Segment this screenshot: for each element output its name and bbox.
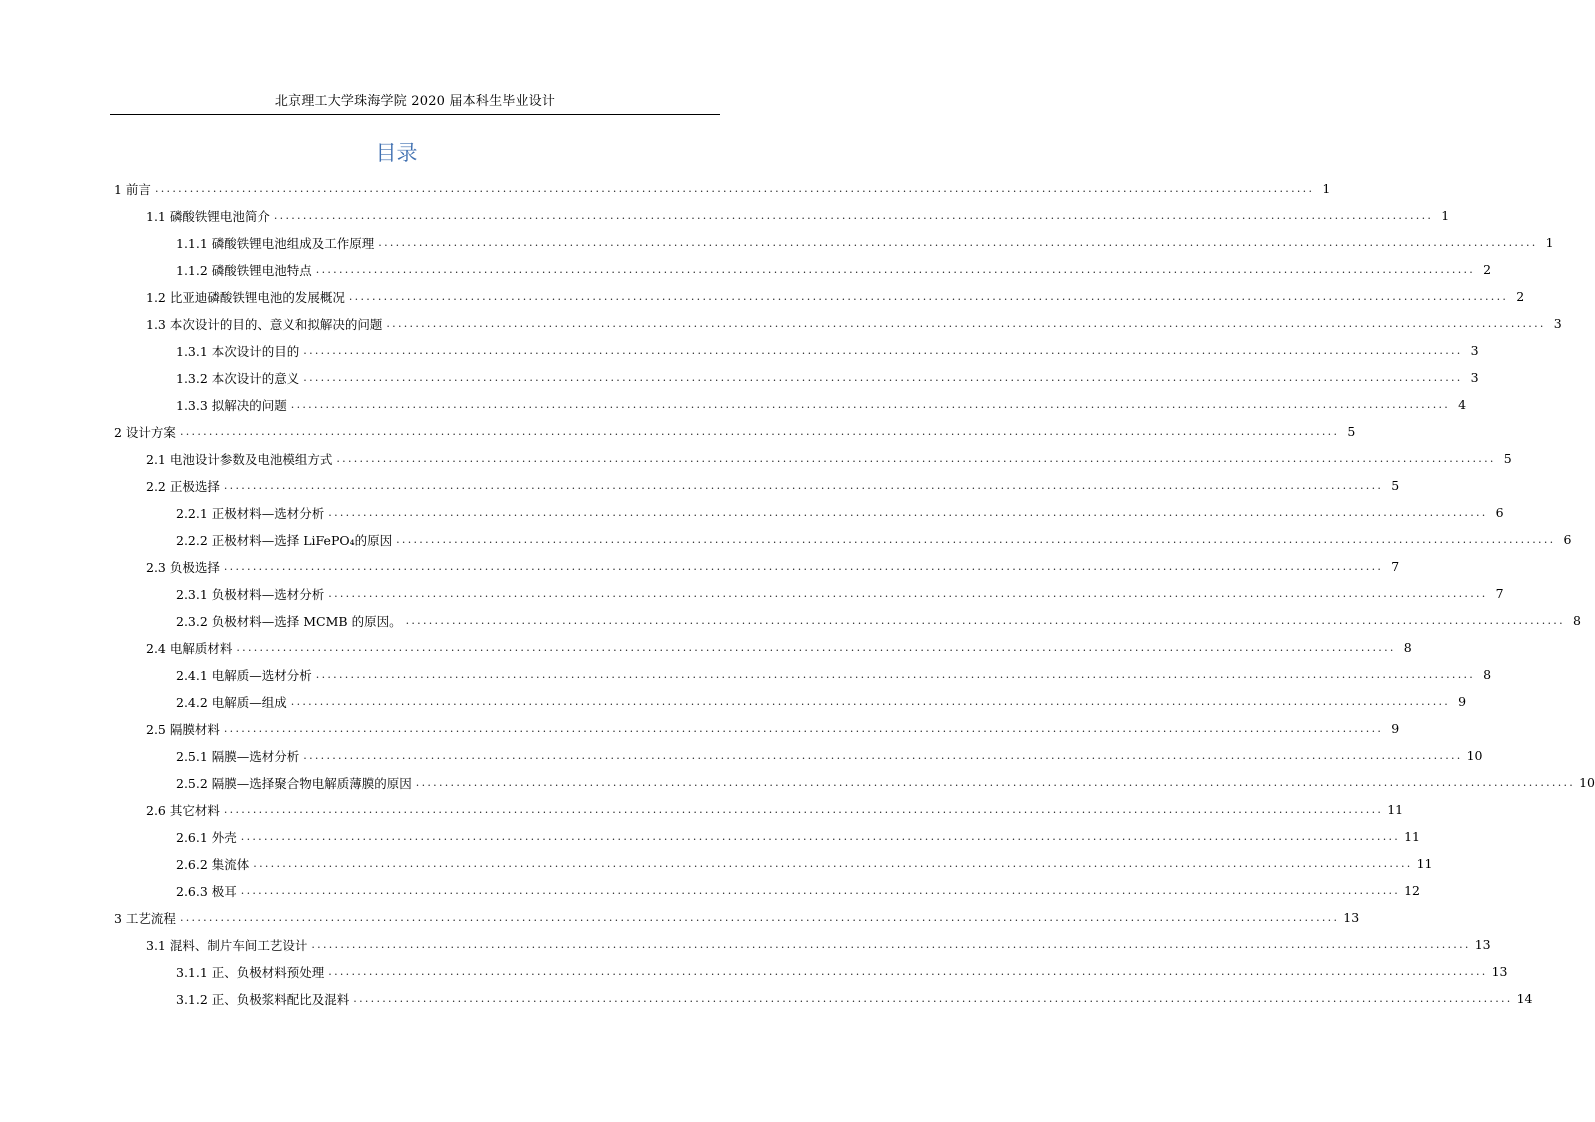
toc-dot-leader: ........................................................................................................................................................................................................ <box>223 803 1384 816</box>
toc-entry-page: 5 <box>1347 424 1356 439</box>
toc-entry-page: 1 <box>1545 235 1554 250</box>
toc-dot-leader: ........................................................................................................................................................................................................ <box>223 722 1384 735</box>
toc-dot-leader: ........................................................................................................................................................................................................ <box>336 452 1496 465</box>
toc-entry[interactable] <box>114 391 1467 418</box>
toc-entry-page: 7 <box>1391 559 1400 574</box>
toc-entry-label: 3.1.1 正、负极材料预处理 <box>176 964 325 980</box>
toc-entry[interactable] <box>114 850 1433 877</box>
toc-entry[interactable] <box>114 418 1356 445</box>
toc-entry-page: 6 <box>1495 505 1504 520</box>
toc-entry-page: 5 <box>1391 478 1400 493</box>
toc-entry[interactable] <box>114 796 1404 823</box>
toc-entry[interactable] <box>114 364 1479 391</box>
toc-entry-label: 2.4.1 电解质—选材分析 <box>176 667 312 683</box>
toc-entry-label: 1 前言 <box>114 181 151 197</box>
toc-entry-label: 3.1 混料、制片车间工艺设计 <box>146 937 308 953</box>
toc-entry-label: 2.3.1 负极材料—选材分析 <box>176 586 325 602</box>
toc-entry-page: 3 <box>1470 343 1479 358</box>
header-divider <box>110 114 720 115</box>
toc-entry-page: 2 <box>1483 262 1492 277</box>
toc-entry[interactable] <box>114 580 1504 607</box>
toc-entry-label: 2 设计方案 <box>114 424 176 440</box>
toc-entry-page: 6 <box>1563 532 1572 547</box>
toc-entry[interactable] <box>114 337 1479 364</box>
toc-entry-page: 11 <box>1404 829 1421 844</box>
toc-dot-leader: ........................................................................................................................................................................................................ <box>386 317 1546 330</box>
toc-dot-leader: ........................................................................................................................................................................................................ <box>179 911 1340 924</box>
toc-entry[interactable] <box>114 931 1491 958</box>
toc-entry[interactable] <box>114 553 1400 580</box>
toc-entry[interactable] <box>114 256 1492 283</box>
toc-dot-leader: ........................................................................................................................................................................................................ <box>328 506 1488 519</box>
toc-entry[interactable] <box>114 877 1421 904</box>
toc-dot-leader: ........................................................................................................................................................................................................ <box>315 263 1476 276</box>
toc-entry-label: 2.2.2 正极材料—选择 LiFePO₄的原因 <box>176 532 393 548</box>
toc-dot-leader: ........................................................................................................................................................................................................ <box>223 479 1384 492</box>
toc-entry-label: 1.3.1 本次设计的目的 <box>176 343 300 359</box>
toc-entry-page: 12 <box>1404 883 1421 898</box>
table-of-contents <box>114 175 1595 1012</box>
toc-entry[interactable] <box>114 202 1450 229</box>
toc-title: 目录 <box>375 141 418 165</box>
toc-entry-label: 1.1.1 磷酸铁锂电池组成及工作原理 <box>176 235 375 251</box>
toc-entry-label: 2.1 电池设计参数及电池模组方式 <box>146 451 333 467</box>
toc-dot-leader: ........................................................................................................................................................................................................ <box>290 398 1451 411</box>
toc-entry-label: 2.5 隔膜材料 <box>146 721 220 737</box>
toc-entry-page: 5 <box>1503 451 1512 466</box>
toc-dot-leader: ........................................................................................................................................................................................................ <box>396 533 1556 546</box>
toc-entry[interactable] <box>114 661 1492 688</box>
toc-dot-leader: ........................................................................................................................................................................................................ <box>303 749 1463 762</box>
toc-entry-page: 9 <box>1391 721 1400 736</box>
toc-dot-leader: ........................................................................................................................................................................................................ <box>311 938 1471 951</box>
toc-entry[interactable] <box>114 634 1412 661</box>
toc-entry-page: 10 <box>1466 748 1483 763</box>
toc-entry[interactable] <box>114 175 1331 202</box>
toc-entry[interactable] <box>114 607 1581 634</box>
toc-dot-leader: ........................................................................................................................................................................................................ <box>154 182 1315 195</box>
toc-entry-page: 3 <box>1470 370 1479 385</box>
toc-entry[interactable] <box>114 904 1360 931</box>
toc-entry-label: 1.3.3 拟解决的问题 <box>176 397 287 413</box>
toc-entry-page: 9 <box>1458 694 1467 709</box>
toc-entry-label: 2.4 电解质材料 <box>146 640 233 656</box>
toc-entry[interactable] <box>114 499 1504 526</box>
toc-entry-label: 2.6 其它材料 <box>146 802 220 818</box>
toc-entry-label: 2.6.1 外壳 <box>176 829 237 845</box>
toc-entry-page: 8 <box>1572 613 1581 628</box>
toc-dot-leader: ........................................................................................................................................................................................................ <box>348 290 1509 303</box>
toc-entry-page: 13 <box>1491 964 1508 979</box>
toc-entry[interactable] <box>114 688 1467 715</box>
toc-entry[interactable] <box>114 985 1533 1012</box>
toc-entry-label: 3 工艺流程 <box>114 910 176 926</box>
toc-entry-page: 1 <box>1322 181 1331 196</box>
toc-entry-page: 8 <box>1403 640 1412 655</box>
page-header: 北京理工大学珠海学院 2020 届本科生毕业设计 <box>274 94 556 109</box>
toc-entry-label: 2.5.2 隔膜—选择聚合物电解质薄膜的原因 <box>176 775 412 791</box>
toc-entry[interactable] <box>114 445 1512 472</box>
toc-entry-label: 2.5.1 隔膜—选材分析 <box>176 748 300 764</box>
toc-entry[interactable] <box>114 472 1400 499</box>
toc-entry[interactable] <box>114 310 1562 337</box>
toc-entry[interactable] <box>114 823 1421 850</box>
toc-entry-label: 2.2.1 正极材料—选材分析 <box>176 505 325 521</box>
toc-entry-page: 11 <box>1387 802 1404 817</box>
toc-entry[interactable] <box>114 742 1483 769</box>
toc-dot-leader: ........................................................................................................................................................................................................ <box>290 695 1451 708</box>
toc-dot-leader: ........................................................................................................................................................................................................ <box>378 236 1538 249</box>
toc-entry-page: 13 <box>1474 937 1491 952</box>
toc-entry[interactable] <box>114 526 1572 553</box>
toc-dot-leader: ........................................................................................................................................................................................................ <box>273 209 1434 222</box>
toc-dot-leader: ........................................................................................................................................................................................................ <box>253 857 1413 870</box>
toc-entry-page: 11 <box>1416 856 1433 871</box>
toc-entry[interactable] <box>114 283 1525 310</box>
toc-entry[interactable] <box>114 229 1554 256</box>
toc-dot-leader: ........................................................................................................................................................................................................ <box>328 587 1488 600</box>
toc-entry-label: 2.3.2 负极材料—选择 MCMB 的原因。 <box>176 613 402 629</box>
toc-dot-leader: ........................................................................................................................................................................................................ <box>328 965 1488 978</box>
toc-entry-page: 14 <box>1516 991 1533 1006</box>
toc-entry-page: 13 <box>1343 910 1360 925</box>
toc-dot-leader: ........................................................................................................................................................................................................ <box>179 425 1340 438</box>
toc-dot-leader: ........................................................................................................................................................................................................ <box>415 776 1576 789</box>
toc-dot-leader: ........................................................................................................................................................................................................ <box>353 992 1513 1005</box>
toc-entry-page: 4 <box>1458 397 1467 412</box>
toc-entry-label: 2.3 负极选择 <box>146 559 220 575</box>
toc-entry[interactable] <box>114 715 1400 742</box>
toc-entry-label: 1.3.2 本次设计的意义 <box>176 370 300 386</box>
toc-entry-page: 1 <box>1441 208 1450 223</box>
toc-entry[interactable] <box>114 769 1595 796</box>
toc-entry-label: 3.1.2 正、负极浆料配比及混料 <box>176 991 350 1007</box>
toc-entry-label: 2.4.2 电解质—组成 <box>176 694 287 710</box>
toc-entry-page: 3 <box>1553 316 1562 331</box>
toc-entry-label: 1.1.2 磷酸铁锂电池特点 <box>176 262 312 278</box>
toc-entry-page: 10 <box>1579 775 1595 790</box>
toc-entry-label: 1.1 磷酸铁锂电池简介 <box>146 208 270 224</box>
toc-entry-page: 2 <box>1516 289 1525 304</box>
toc-entry-page: 7 <box>1495 586 1504 601</box>
toc-dot-leader: ........................................................................................................................................................................................................ <box>240 884 1401 897</box>
toc-entry[interactable] <box>114 958 1508 985</box>
toc-entry-label: 2.6.2 集流体 <box>176 856 250 872</box>
toc-dot-leader: ........................................................................................................................................................................................................ <box>223 560 1384 573</box>
toc-dot-leader: ........................................................................................................................................................................................................ <box>303 371 1463 384</box>
toc-entry-label: 1.2 比亚迪磷酸铁锂电池的发展概况 <box>146 289 345 305</box>
toc-entry-page: 8 <box>1483 667 1492 682</box>
toc-dot-leader: ........................................................................................................................................................................................................ <box>303 344 1463 357</box>
toc-dot-leader: ........................................................................................................................................................................................................ <box>240 830 1401 843</box>
toc-entry-label: 1.3 本次设计的目的、意义和拟解决的问题 <box>146 316 383 332</box>
toc-dot-leader: ........................................................................................................................................................................................................ <box>236 641 1396 654</box>
toc-dot-leader: ........................................................................................................................................................................................................ <box>315 668 1476 681</box>
toc-entry-label: 2.6.3 极耳 <box>176 883 237 899</box>
toc-entry-label: 2.2 正极选择 <box>146 478 220 494</box>
toc-dot-leader: ........................................................................................................................................................................................................ <box>405 614 1565 627</box>
